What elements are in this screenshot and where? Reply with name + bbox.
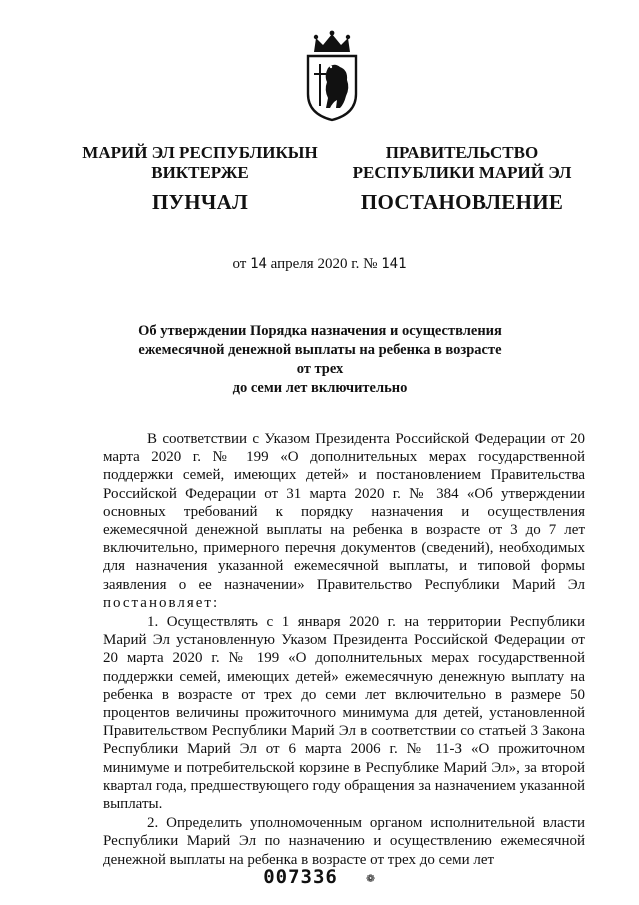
serial-number: 007336 xyxy=(263,866,338,888)
paragraph-item-2: 2. Определить уполномоченным органом исполнительной власти Республики Марий Эл по назначению и осуществлению ежемесячной денежной выплаты на ребенка в возрасте от трех до семи лет xyxy=(103,815,585,868)
coat-of-arms-icon xyxy=(300,30,364,122)
header-right-doc-type: ПОСТАНОВЛЕНИЕ xyxy=(360,190,564,214)
number-sign: № xyxy=(363,256,378,272)
title-line3: до семи лет включительно xyxy=(232,380,408,396)
date-prefix: от xyxy=(232,256,247,272)
header-left-line1: МАРИЙ ЭЛ РЕСПУБЛИКЫН xyxy=(82,143,318,162)
preamble-text: В соответствии с Указом Президента Российской Федерации от 20 марта 2020 г. № 199 «О дополнительных мерах государственной поддержки семей, имеющих детей» и постановлением Правительства Российской Федерации от 31 марта 2020 г. № 384 «Об утверждении основных требований к порядку назначения и осуществления ежемесячной денежной выплаты на ребенка в возрасте от 3 до 7 лет включительно, примерного перечня документов (сведений), необходимых для назначения указанной ежемесячной выплаты, и типовой формы заявления о ее назначении» Правительство Республики Марий Эл xyxy=(103,431,585,593)
paragraph-preamble xyxy=(103,430,585,612)
serial-number-stamp xyxy=(0,866,639,888)
paragraph-item-1: 1. Осуществлять с 1 января 2020 г. на территории Республики Марий Эл установленную Указом Президента Российской Федерации от 20 марта 2020 г. № 199 «О дополнительных мерах государственной поддержки семей, имеющих детей» ежемесячную денежную выплату на ребенка в возрасте от трех до семи лет включительно в размере 50 процентов величины прожиточного минимума для детей, установленной Правительством Республики Марий Эл в соответствии со статьей 3 Закона Республики Марий Эл от 6 марта 2006 г. № 11-З «О прожиточном минимуме и потребительской корзине в Республике Марий Эл», за второй квартал года, предшествующего году обращения за назначением указанной выплаты. xyxy=(103,614,585,813)
document-title xyxy=(130,322,510,398)
title-line1: Об утверждении Порядка назначения и осуществления xyxy=(138,323,502,339)
header-right-line1: ПРАВИТЕЛЬСТВО xyxy=(385,143,539,162)
document-number: 141 xyxy=(381,256,407,272)
decree-word: постановляет: xyxy=(103,594,220,611)
title-line2: ежемесячной денежной выплаты на ребенка в возрасте от трех xyxy=(138,342,502,377)
header-right-line2: РЕСПУБЛИКИ МАРИЙ ЭЛ xyxy=(352,163,572,182)
rosette-icon: ❁ xyxy=(366,869,376,886)
document-body xyxy=(103,430,585,869)
date-month-year: апреля 2020 г. xyxy=(270,256,360,272)
date-line xyxy=(0,256,639,273)
header-left-doc-type: ПУНЧАЛ xyxy=(151,190,249,214)
header-left-block xyxy=(80,143,320,215)
header-right-block xyxy=(342,143,582,215)
header-left-line2: ВИКТЕРЖЕ xyxy=(151,163,249,182)
date-day: 14 xyxy=(250,256,267,272)
